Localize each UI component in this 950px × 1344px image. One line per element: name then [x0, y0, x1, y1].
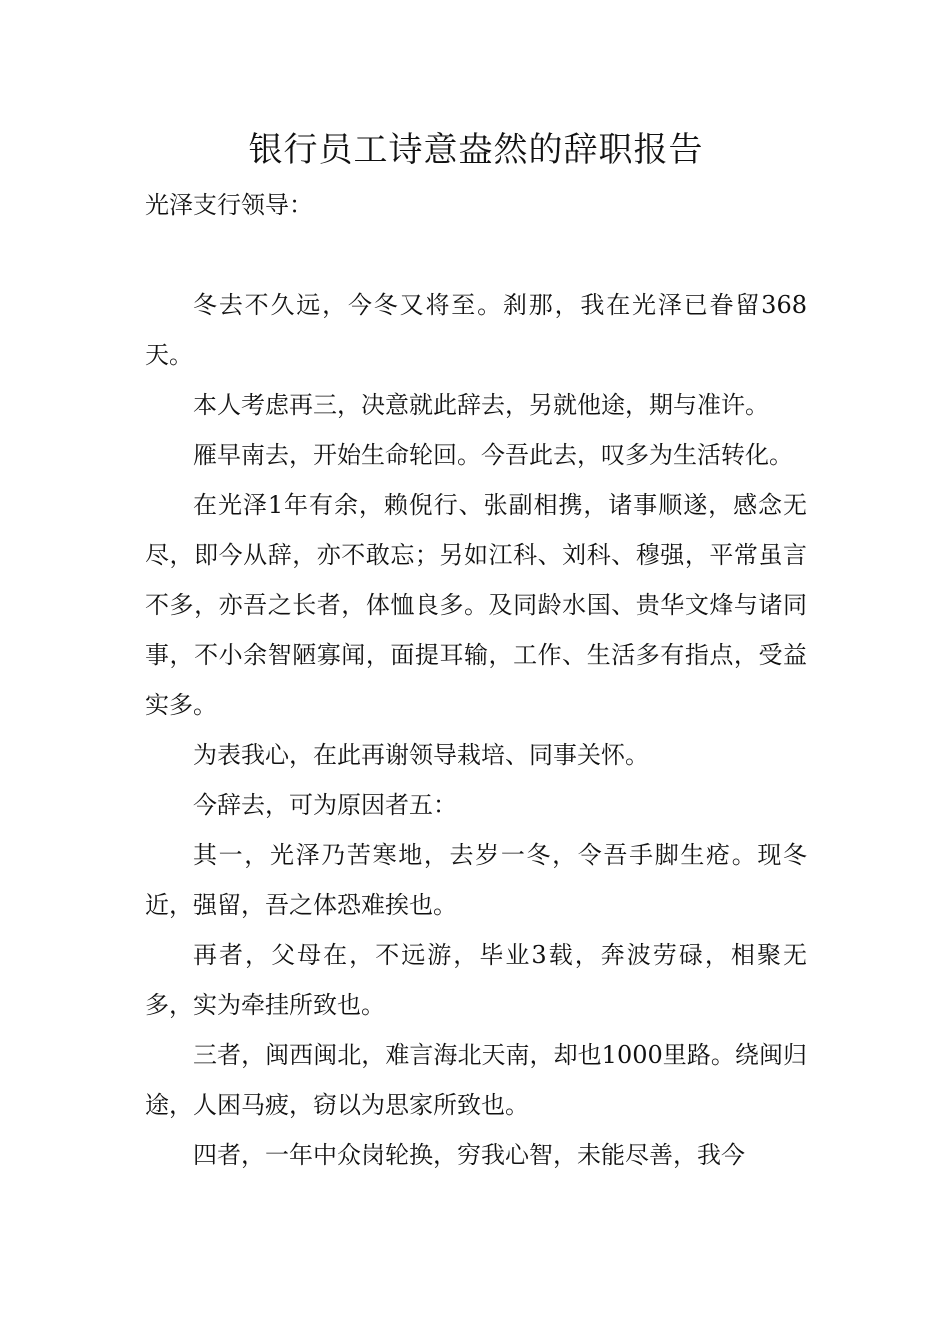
paragraph-9: 三者，闽西闽北，难言海北天南，却也1000里路。绕闽归途，人困马疲，窃以为思家所致也。	[145, 1041, 807, 1119]
paragraph-7: 其一，光泽乃苦寒地，去岁一冬，令吾手脚生疮。现冬近，强留，吾之体恐难挨也。	[145, 841, 807, 919]
salutation: 光泽支行领导：	[145, 191, 313, 219]
paragraph-8: 再者，父母在，不远游，毕业3载，奔波劳碌，相聚无多，实为牵挂所致也。	[145, 941, 807, 1019]
paragraph-10: 四者，一年中众岗轮换，穷我心智，未能尽善，我今	[193, 1141, 745, 1169]
paragraph-3: 雁早南去，开始生命轮回。今吾此去，叹多为生活转化。	[193, 441, 793, 469]
document-page	[145, 120, 807, 1180]
document-title: 银行员工诗意盎然的辞职报告	[248, 130, 704, 170]
blank-line	[145, 230, 807, 280]
paragraph-4: 在光泽1年有余，赖倪行、张副相携，诸事顺遂，感念无尽，即今从辞，亦不敢忘；另如江科、刘科、穆强，平常虽言不多，亦吾之长者，体恤良多。及同龄水国、贵华文烽与诸同事，不小余智陋寡闻，面提耳输，工作、生活多有指点，受益实多。	[145, 491, 807, 719]
paragraph-6: 今辞去，可为原因者五：	[193, 791, 457, 819]
paragraph-2: 本人考虑再三，决意就此辞去，另就他途，期与准许。	[193, 391, 769, 419]
paragraph-5: 为表我心，在此再谢领导栽培、同事关怀。	[193, 741, 649, 769]
paragraph-1: 冬去不久远，今冬又将至。刹那，我在光泽已眷留368天。	[145, 291, 807, 369]
